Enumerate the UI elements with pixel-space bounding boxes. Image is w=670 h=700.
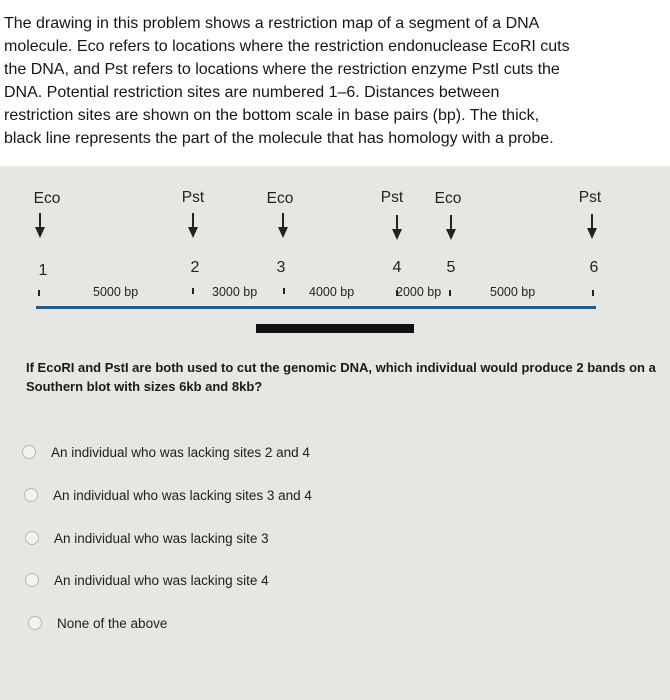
answer-option-label: An individual who was lacking sites 3 and 4 [53,487,312,503]
radio-button[interactable] [25,573,39,587]
enzyme-label-site-3: Eco [266,190,294,207]
arrow-down-icon [187,213,199,239]
description-line: black line represents the part of the molecule that has homology with a probe. [4,130,554,147]
arrow-down-icon [277,213,289,239]
probe-homology-bar [256,324,414,333]
restriction-map [0,166,670,336]
enzyme-label-site-2: Pst [181,189,205,206]
answer-option-label: An individual who was lacking sites 2 and 4 [51,444,310,460]
arrow-down-icon [445,215,457,241]
answer-option-1[interactable] [22,442,310,462]
radio-button[interactable] [28,616,42,630]
radio-button[interactable] [24,488,38,502]
site-tick-3 [283,288,285,294]
answer-option-3[interactable] [25,528,269,548]
radio-button[interactable] [25,531,39,545]
site-tick-5 [449,290,451,296]
question-text: If EcoRI and PstI are both used to cut the genomic DNA, which individual would produce 2 bands on a Southern blot with sizes 6kb and 8kb? [26,360,656,394]
answer-option-2[interactable] [24,485,312,505]
problem-description [4,12,666,150]
enzyme-label-site-4: Pst [380,189,404,206]
answer-option-label: None of the above [57,615,168,631]
site-number-5: 5 [446,259,456,276]
arrow-down-icon [586,214,598,240]
description-line: molecule. Eco refers to locations where the restriction endonuclease EcoRI cuts [4,38,570,55]
description-line: the DNA, and Pst refers to locations where the restriction enzyme PstI cuts the [4,61,560,78]
site-number-3: 3 [276,259,286,276]
site-tick-1 [38,290,40,296]
description-line: The drawing in this problem shows a restriction map of a segment of a DNA [4,15,540,32]
enzyme-label-site-1: Eco [33,190,61,207]
answer-option-4[interactable] [25,570,269,590]
distance-label-5-6: 5000 bp [490,285,536,299]
site-number-6: 6 [589,259,599,276]
distance-label-4-5: 2000 bp [396,285,442,299]
problem-intro-panel [0,0,670,166]
arrow-down-icon [391,215,403,241]
answer-option-label: An individual who was lacking site 3 [54,530,269,546]
enzyme-label-site-5: Eco [434,190,462,207]
distance-label-1-2: 5000 bp [93,285,139,299]
radio-button[interactable] [22,445,36,459]
dna-scale-line [36,306,596,309]
distance-label-2-3: 3000 bp [212,285,258,299]
site-number-1: 1 [38,262,48,279]
answer-option-label: An individual who was lacking site 4 [54,572,269,588]
arrow-down-icon [34,213,46,239]
site-number-4: 4 [392,259,402,276]
site-number-2: 2 [190,259,200,276]
distance-label-3-4: 4000 bp [309,285,355,299]
site-tick-6 [592,290,594,296]
site-tick-2 [192,288,194,294]
description-line: DNA. Potential restriction sites are numbered 1–6. Distances between [4,84,500,101]
answer-option-5[interactable] [28,613,167,633]
enzyme-label-site-6: Pst [578,189,602,206]
description-line: restriction sites are shown on the bottom scale in base pairs (bp). The thick, [4,107,540,124]
